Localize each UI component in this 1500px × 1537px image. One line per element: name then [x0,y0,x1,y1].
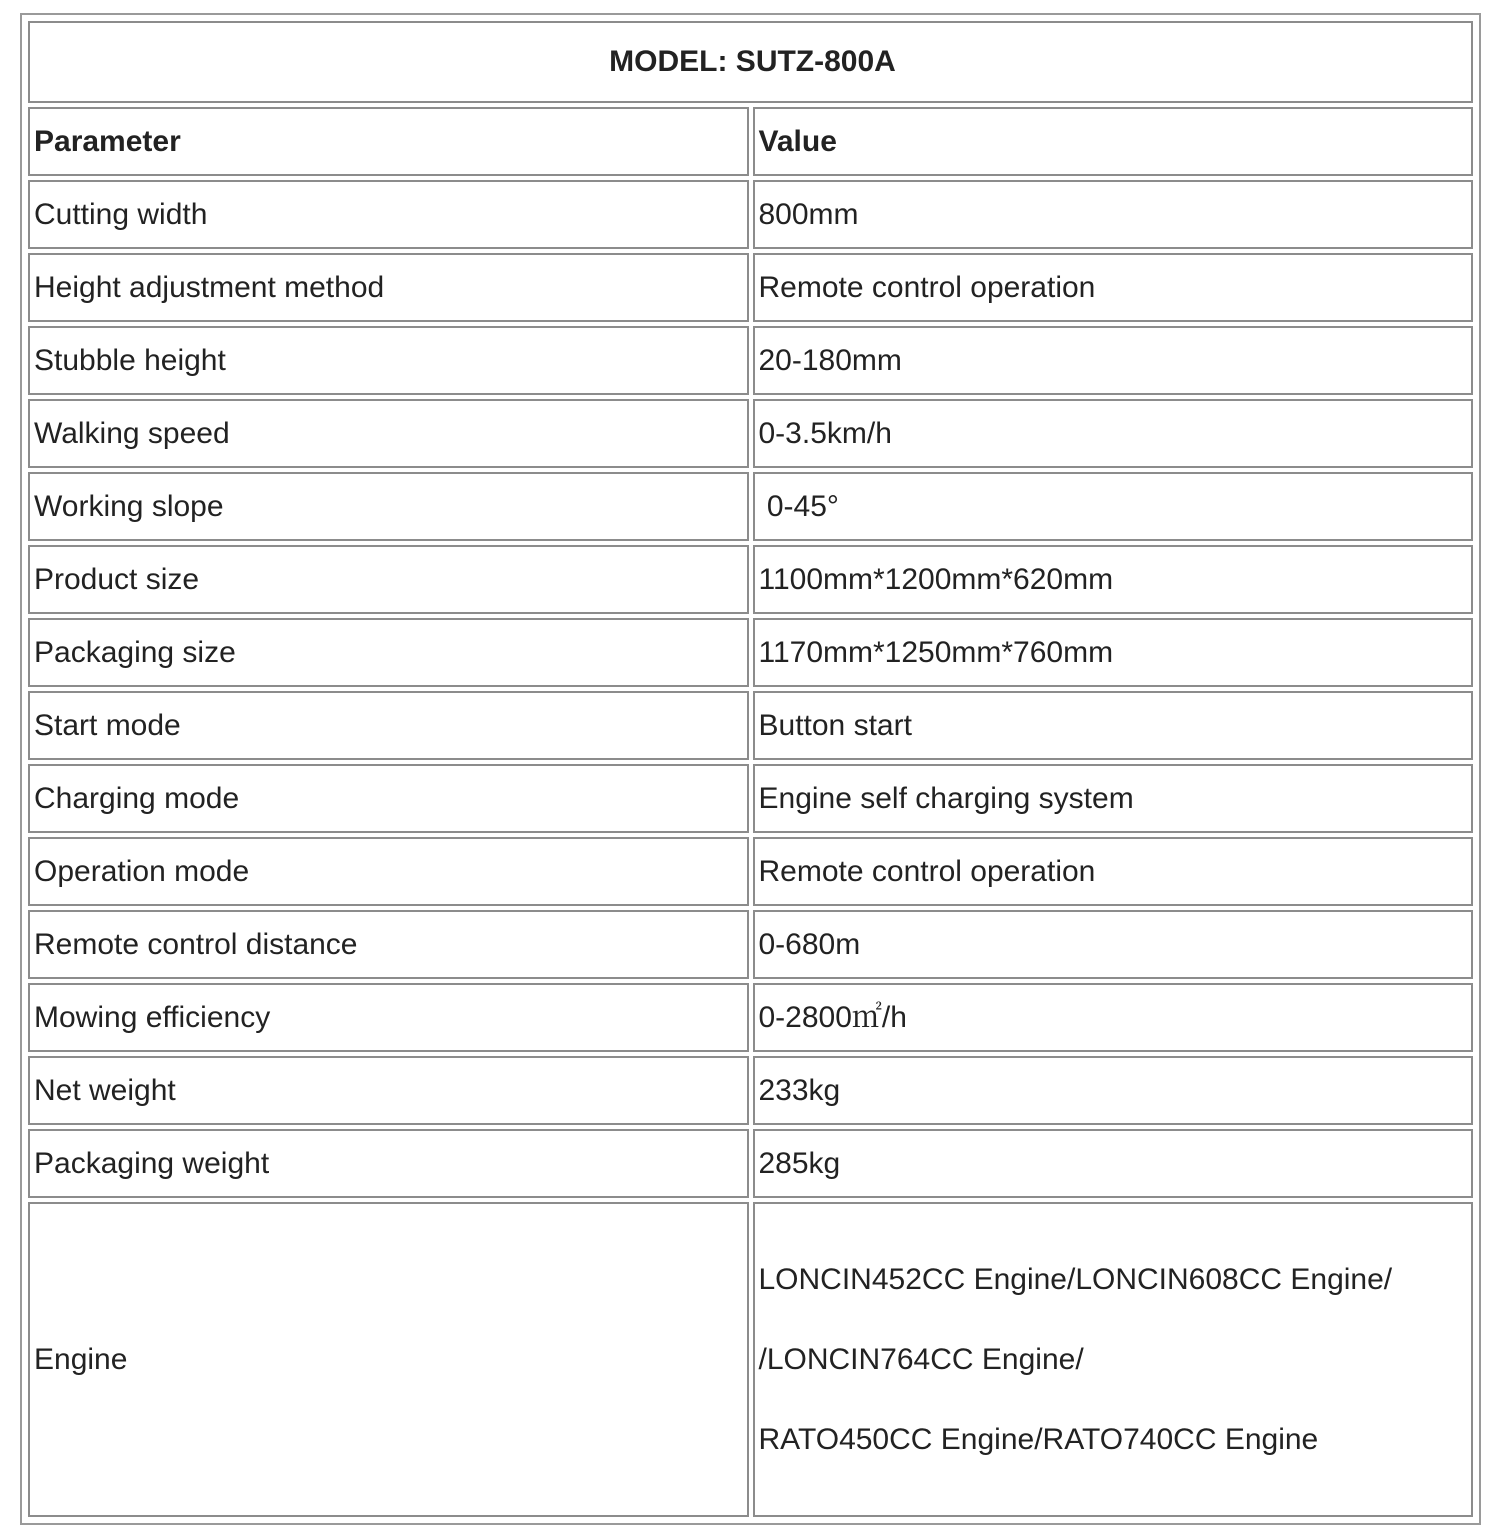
engine-row [28,1202,1473,1517]
value-cell: 0-2800㎡/h [753,983,1474,1052]
parameter-cell: Packaging size [28,618,749,687]
table-row [28,1129,1473,1198]
table-title: MODEL: SUTZ-800A [28,21,1473,103]
table-row [28,253,1473,322]
parameter-cell: Walking speed [28,399,749,468]
engine-line: RATO450CC Engine/RATO740CC Engine [758,1422,1319,1456]
parameter-cell: Packaging weight [28,1129,749,1198]
table-row [28,180,1473,249]
value-cell: 1100mm*1200mm*620mm [753,545,1474,614]
parameter-cell: Net weight [28,1056,749,1125]
parameter-cell: Cutting width [28,180,749,249]
parameter-cell: Charging mode [28,764,749,833]
engine-line: /LONCIN764CC Engine/ [758,1342,1084,1376]
parameter-cell: Start mode [28,691,749,760]
title-row [28,21,1473,103]
table-row [28,326,1473,395]
parameter-cell: Working slope [28,472,749,541]
header-parameter: Parameter [28,107,749,176]
table-row [28,399,1473,468]
table-row [28,1056,1473,1125]
table-row [28,472,1473,541]
parameter-cell-engine: Engine [28,1202,749,1517]
header-value: Value [753,107,1474,176]
parameter-cell: Operation mode [28,837,749,906]
value-cell: 1170mm*1250mm*760mm [753,618,1474,687]
value-cell: 0-45° [753,472,1474,541]
value-cell: Remote control operation [753,253,1474,322]
engine-line: LONCIN452CC Engine/LONCIN608CC Engine/ [758,1262,1393,1296]
parameter-cell: Stubble height [28,326,749,395]
table-row [28,837,1473,906]
parameter-cell: Mowing efficiency [28,983,749,1052]
value-cell: Engine self charging system [753,764,1474,833]
spec-table [24,17,1477,1521]
header-row [28,107,1473,176]
table-row [28,983,1473,1052]
value-cell: Button start [753,691,1474,760]
table-row [28,910,1473,979]
value-cell: 20-180mm [753,326,1474,395]
parameter-cell: Height adjustment method [28,253,749,322]
table-row [28,618,1473,687]
value-cell: 285kg [753,1129,1474,1198]
value-cell-engine [753,1202,1474,1517]
value-cell: 233kg [753,1056,1474,1125]
table-row [28,764,1473,833]
value-cell: 800mm [753,180,1474,249]
parameter-cell: Remote control distance [28,910,749,979]
value-cell: 0-680m [753,910,1474,979]
parameter-cell: Product size [28,545,749,614]
value-cell: Remote control operation [753,837,1474,906]
table-row [28,545,1473,614]
value-cell: 0-3.5km/h [753,399,1474,468]
table-row [28,691,1473,760]
